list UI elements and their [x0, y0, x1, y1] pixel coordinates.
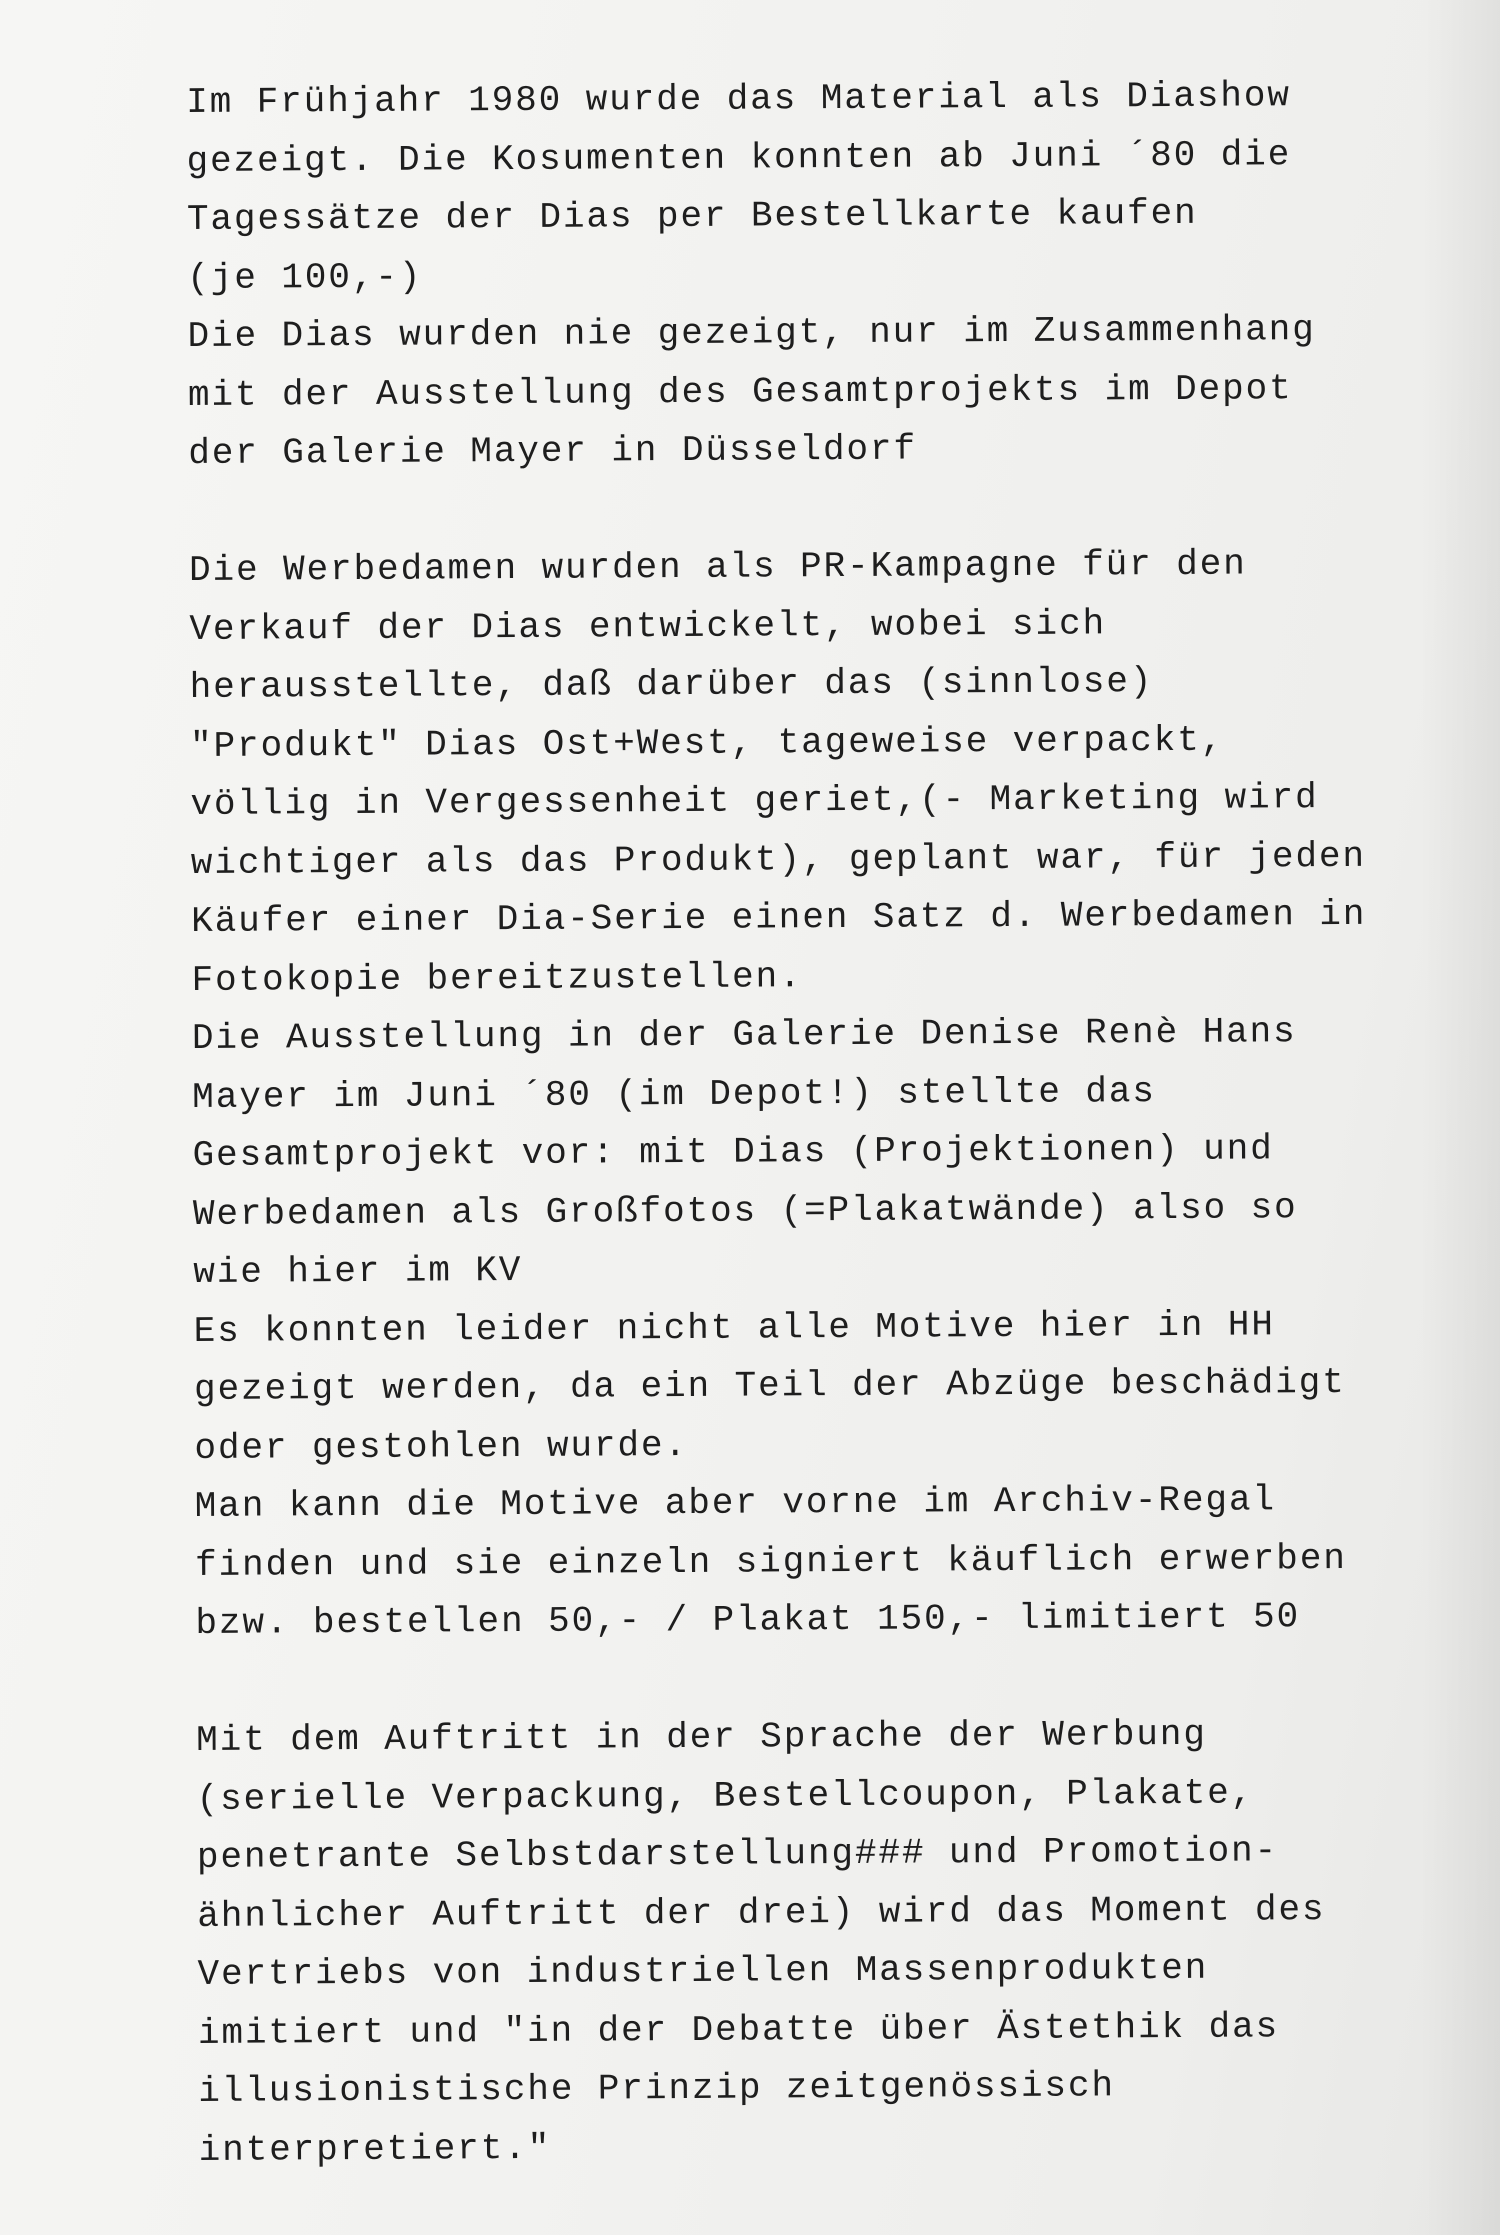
text-line: wichtiger als das Produkt), geplant war, für jeden: [190, 835, 1367, 884]
text-line: Tagessätze der Dias per Bestellkarte kaufen: [186, 192, 1198, 240]
text-line: gezeigt. Die Kosumenten konnten ab Juni ´80 die: [186, 133, 1292, 182]
text-line: wie hier im KV: [193, 1249, 523, 1293]
text-line: Werbedamen als Großfotos (=Plakatwände) also so: [192, 1186, 1298, 1235]
text-line: Die Ausstellung in der Galerie Denise Renè Hans: [191, 1011, 1297, 1059]
typewritten-text: [186, 66, 1439, 2180]
text-line: "Produkt" Dias Ost+West, tageweise verpackt,: [189, 719, 1225, 767]
paragraph: [186, 66, 1428, 483]
text-line: Die Werbedamen wurden als PR-Kampagne für den: [188, 543, 1247, 591]
text-line: Mit dem Auftritt in der Sprache der Werbung: [196, 1713, 1207, 1761]
text-line: oder gestohlen wurde.: [194, 1424, 689, 1469]
text-line: imitiert und "in der Debatte über Ästethik das: [197, 2005, 1280, 2054]
text-line: penetrante Selbstdarstellung### und Promotion-: [196, 1830, 1279, 1878]
text-line: interpretiert.": [198, 2127, 552, 2171]
text-line: Verkauf der Dias entwickelt, wobei sich: [189, 602, 1107, 650]
text-line: (serielle Verpackung, Bestellcoupon, Plakate,: [196, 1772, 1255, 1820]
text-line: Man kann die Motive aber vorne im Archiv-Regal: [194, 1479, 1277, 1527]
text-line: Die Dias wurden nie gezeigt, nur im Zusammenhang: [187, 309, 1316, 357]
text-line: (je 100,-): [187, 256, 423, 299]
text-line: völlig in Vergessenheit geriet,(- Marketing wird: [190, 777, 1319, 825]
paragraph: [189, 534, 1436, 1653]
text-line: der Galerie Mayer in Düsseldorf: [188, 428, 918, 474]
text-line: Es konnten leider nicht alle Motive hier in HH: [193, 1303, 1275, 1352]
text-line: Im Frühjahr 1980 wurde das Material als Diashow: [186, 75, 1291, 123]
text-line: ähnlicher Auftritt der drei) wird das Moment des: [197, 1888, 1326, 1937]
text-line: Mayer im Juni ´80 (im Depot!) stellte das: [192, 1070, 1157, 1118]
text-line: illusionistische Prinzip zeitgenössisch: [198, 2065, 1116, 2112]
text-line: Gesamtprojekt vor: mit Dias (Projektionen) und: [192, 1128, 1274, 1176]
text-line: gezeigt werden, da ein Teil der Abzüge beschädigt: [193, 1361, 1346, 1410]
text-line: mit der Ausstellung des Gesamtprojekts im Depot: [187, 367, 1293, 416]
text-line: finden und sie einzeln signiert käuflich erwerben: [194, 1537, 1347, 1586]
text-line: bzw. bestellen 50,- / Plakat 150,- limitiert 50: [195, 1596, 1301, 1644]
text-line: herausstellte, daß darüber das (sinnlose): [189, 661, 1154, 708]
paragraph-gap: [189, 476, 1429, 542]
paragraph-gap: [196, 1646, 1436, 1712]
text-line: Fotokopie bereitzustellen.: [191, 955, 803, 1001]
text-line: Vertriebs von industriellen Massenprodukten: [197, 1947, 1209, 1995]
paragraph: [196, 1704, 1439, 2180]
text-line: Käufer einer Dia-Serie einen Satz d. Werbedamen in: [191, 893, 1367, 942]
